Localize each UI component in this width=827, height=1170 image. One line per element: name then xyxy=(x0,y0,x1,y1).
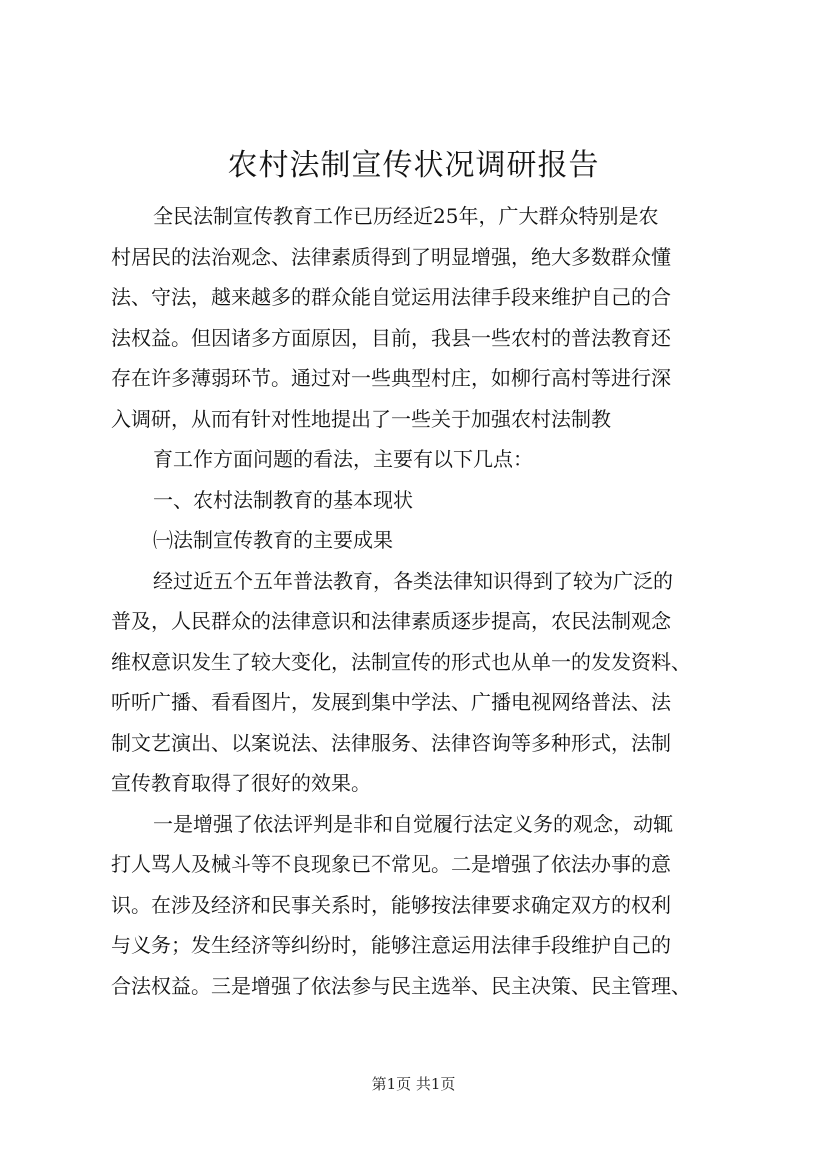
paragraph-continuation xyxy=(111,439,731,480)
text-line: 法权益。但因诸多方面原因，目前，我县一些农村的普法教育还 xyxy=(111,325,671,350)
text-line: 存在许多薄弱环节。通过对一些典型村庄，如柳行高村等进行深 xyxy=(111,366,671,390)
document-title: 农村法制宣传状况调研报告 xyxy=(227,148,600,183)
text-line: 育工作方面问题的看法，主要有以下几点： xyxy=(153,447,533,471)
page-footer: 第1页 共1页 xyxy=(371,1075,456,1093)
text-line: 宣传教育取得了很好的效果。 xyxy=(111,771,371,795)
text-line: 全民法制宣传教育工作已历经近25年，广大群众特别是农 xyxy=(153,204,659,228)
text-line: 与义务；发生经济等纠纷时，能够注意运用法律手段维护自己的 xyxy=(111,933,671,957)
paragraph-points xyxy=(111,804,731,1007)
text-line: 法、守法，越来越多的群众能自觉运用法律手段来维护自己的合 xyxy=(111,285,671,309)
paragraph-achievements xyxy=(111,561,731,804)
text-line: 制文艺演出、以案说法、法律服务、法律咨询等多种形式，法制 xyxy=(111,730,671,755)
paragraph-intro xyxy=(111,196,731,439)
text-line: 打人骂人及械斗等不良现象已不常见。二是增强了依法办事的意 xyxy=(111,852,671,876)
text-line: 合法权益。三是增强了依法参与民主选举、民主决策、民主管理、 xyxy=(111,973,691,998)
text-line: 一、农村法制教育的基本现状 xyxy=(153,487,413,512)
text-line: 村居民的法治观念、法律素质得到了明显增强，绝大多数群众懂 xyxy=(111,244,671,269)
section-heading xyxy=(111,480,731,521)
text-line: 普及，人民群众的法律意识和法律素质逐步提高，农民法制观念 xyxy=(111,609,671,633)
text-line: 入调研，从而有针对性地提出了一些关于加强农村法制教 xyxy=(111,406,611,431)
text-line: 维权意识发生了较大变化，法制宣传的形式也从单一的发发资料、 xyxy=(111,649,691,674)
document-body xyxy=(111,196,731,1006)
text-line: 听听广播、看看图片，发展到集中学法、广播电视网络普法、法 xyxy=(111,690,671,714)
text-line: 经过近五个五年普法教育，各类法律知识得到了较为广泛的 xyxy=(153,568,673,593)
text-line: ㈠法制宣传教育的主要成果 xyxy=(153,528,393,552)
text-line: 识。在涉及经济和民事关系时，能够按法律要求确定双方的权利 xyxy=(111,892,671,917)
text-line: 一是增强了依法评判是非和自觉履行法定义务的观念，动辄 xyxy=(153,811,673,836)
subsection-heading xyxy=(111,520,731,561)
